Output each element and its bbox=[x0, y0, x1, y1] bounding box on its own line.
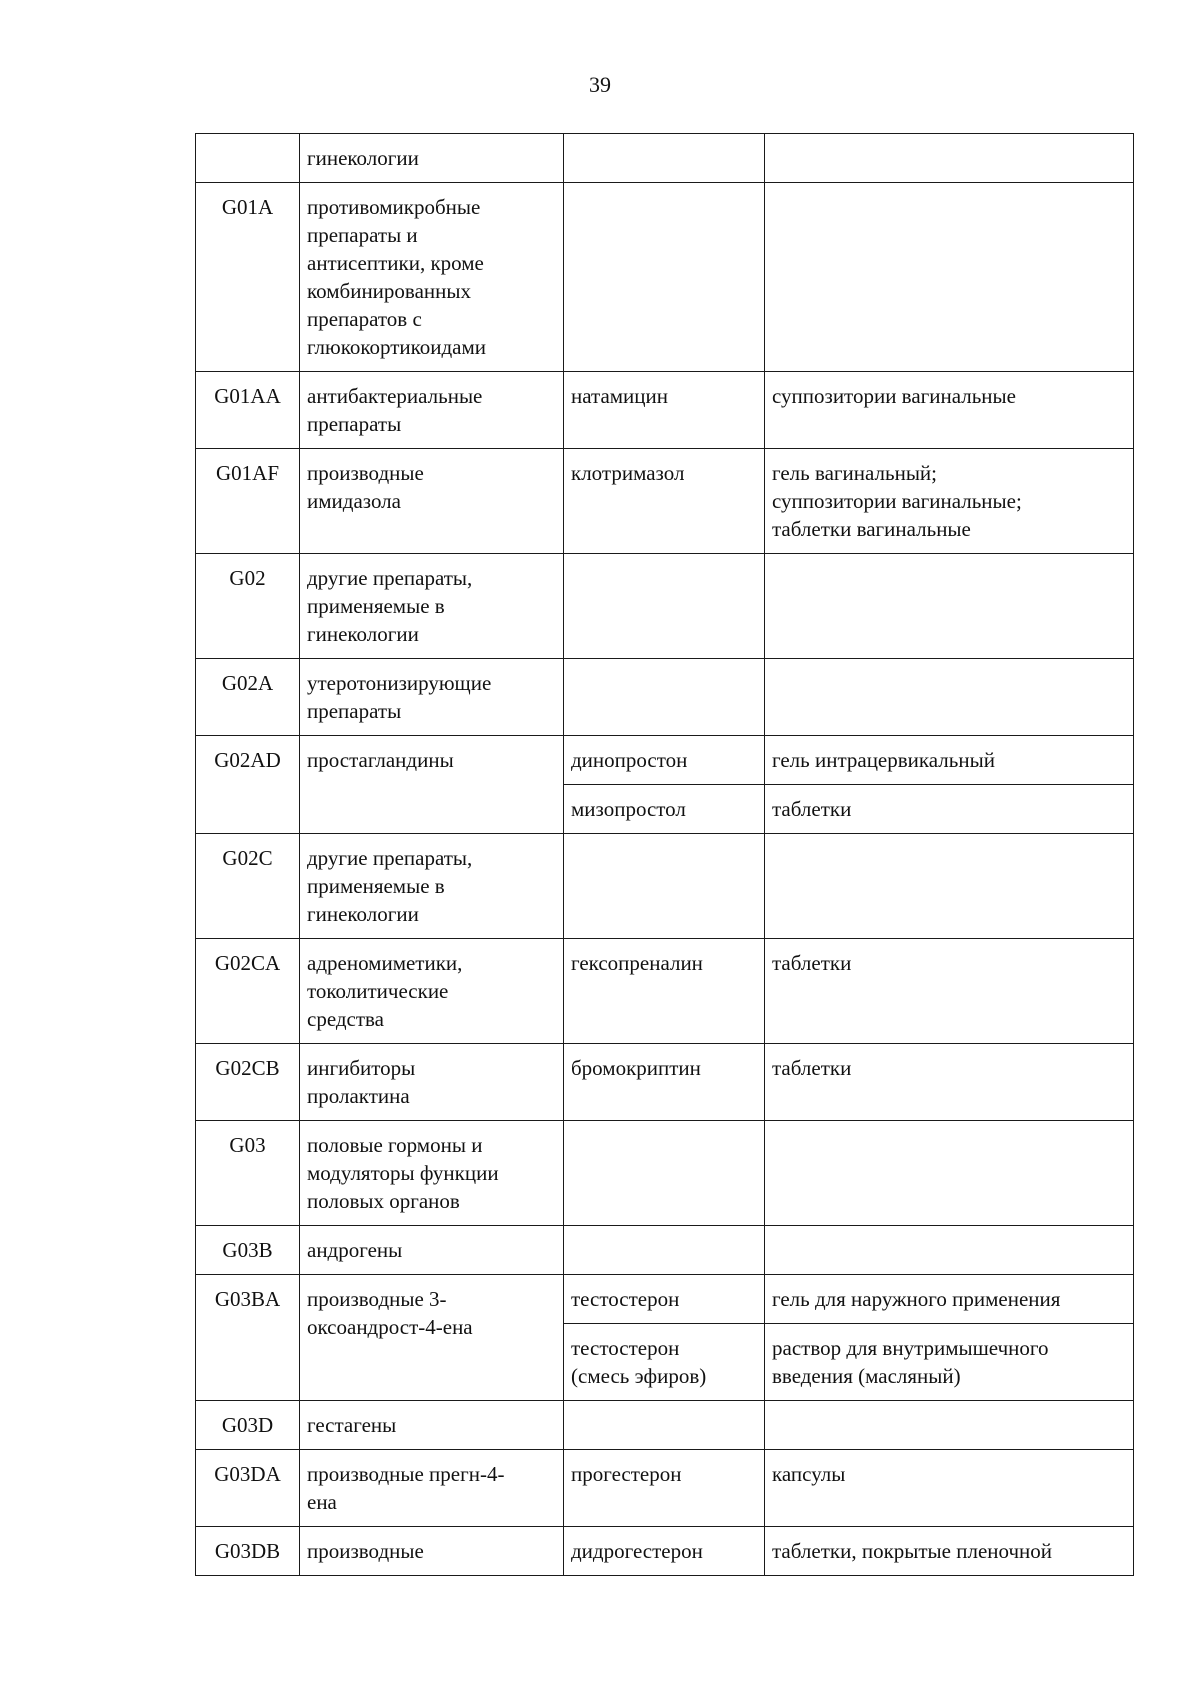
dosage-form-cell bbox=[765, 1401, 1134, 1450]
drug-name-cell bbox=[564, 1121, 765, 1226]
dosage-form-cell: таблетки bbox=[765, 939, 1134, 1044]
dosage-form-cell bbox=[765, 183, 1134, 372]
page-number: 39 bbox=[589, 72, 611, 97]
drug-name-cell: бромокриптин bbox=[564, 1044, 765, 1121]
dosage-form-cell: гель вагинальный; суппозитории вагинальные; таблетки вагинальные bbox=[765, 449, 1134, 554]
anatomical-therapeutic-group-cell: простагландины bbox=[300, 736, 564, 834]
dosage-form-cell: гель интрацервикальный bbox=[765, 736, 1134, 785]
dosage-form-cell bbox=[765, 1121, 1134, 1226]
drug-name-cell: натамицин bbox=[564, 372, 765, 449]
anatomical-therapeutic-group-cell: андрогены bbox=[300, 1226, 564, 1275]
anatomical-therapeutic-group-cell: адреномиметики, токолитические средства bbox=[300, 939, 564, 1044]
dosage-form-cell: гель для наружного применения bbox=[765, 1275, 1134, 1324]
dosage-form-cell bbox=[765, 134, 1134, 183]
atc-code-cell: G02A bbox=[196, 659, 300, 736]
table-row bbox=[196, 659, 1134, 736]
dosage-form-cell bbox=[765, 659, 1134, 736]
drug-classification-table bbox=[195, 133, 1134, 1576]
anatomical-therapeutic-group-cell: производные прегн-4- ена bbox=[300, 1450, 564, 1527]
drug-name-cell: дидрогестерон bbox=[564, 1527, 765, 1576]
anatomical-therapeutic-group-cell: антибактериальные препараты bbox=[300, 372, 564, 449]
atc-code-cell: G02C bbox=[196, 834, 300, 939]
atc-code-cell: G02AD bbox=[196, 736, 300, 834]
atc-code-cell: G03BA bbox=[196, 1275, 300, 1401]
drug-name-cell: мизопростол bbox=[564, 785, 765, 834]
anatomical-therapeutic-group-cell: противомикробные препараты и антисептики, кроме комбинированных препаратов с глюкокортикоидами bbox=[300, 183, 564, 372]
dosage-form-cell bbox=[765, 554, 1134, 659]
drug-name-cell: гексопреналин bbox=[564, 939, 765, 1044]
anatomical-therapeutic-group-cell: другие препараты, применяемые в гинекологии bbox=[300, 834, 564, 939]
table-row bbox=[196, 554, 1134, 659]
table-body bbox=[196, 134, 1134, 1576]
table-row bbox=[196, 183, 1134, 372]
drug-name-cell bbox=[564, 1226, 765, 1275]
dosage-form-cell bbox=[765, 1226, 1134, 1275]
table-row bbox=[196, 134, 1134, 183]
drug-name-cell bbox=[564, 183, 765, 372]
drug-name-cell bbox=[564, 659, 765, 736]
drug-name-cell: динопростон bbox=[564, 736, 765, 785]
table-row bbox=[196, 1401, 1134, 1450]
anatomical-therapeutic-group-cell: гестагены bbox=[300, 1401, 564, 1450]
drug-name-cell bbox=[564, 1401, 765, 1450]
anatomical-therapeutic-group-cell: производные 3- оксоандрост-4-ена bbox=[300, 1275, 564, 1401]
dosage-form-cell: таблетки bbox=[765, 785, 1134, 834]
dosage-form-cell: таблетки, покрытые пленочной bbox=[765, 1527, 1134, 1576]
table-row bbox=[196, 834, 1134, 939]
dosage-form-cell: таблетки bbox=[765, 1044, 1134, 1121]
atc-code-cell: G03DB bbox=[196, 1527, 300, 1576]
dosage-form-cell: суппозитории вагинальные bbox=[765, 372, 1134, 449]
table-row bbox=[196, 1121, 1134, 1226]
drug-name-cell: клотримазол bbox=[564, 449, 765, 554]
dosage-form-cell: раствор для внутримышечного введения (масляный) bbox=[765, 1324, 1134, 1401]
table-row bbox=[196, 372, 1134, 449]
anatomical-therapeutic-group-cell: другие препараты, применяемые в гинекологии bbox=[300, 554, 564, 659]
dosage-form-cell bbox=[765, 834, 1134, 939]
table-row bbox=[196, 449, 1134, 554]
drug-name-cell bbox=[564, 834, 765, 939]
table-row bbox=[196, 1527, 1134, 1576]
table-row bbox=[196, 1044, 1134, 1121]
anatomical-therapeutic-group-cell: ингибиторы пролактина bbox=[300, 1044, 564, 1121]
atc-code-cell: G01A bbox=[196, 183, 300, 372]
anatomical-therapeutic-group-cell: половые гормоны и модуляторы функции половых органов bbox=[300, 1121, 564, 1226]
anatomical-therapeutic-group-cell: производные имидазола bbox=[300, 449, 564, 554]
table-row bbox=[196, 939, 1134, 1044]
atc-code-cell: G01AF bbox=[196, 449, 300, 554]
drug-name-cell: тестостерон (смесь эфиров) bbox=[564, 1324, 765, 1401]
drug-name-cell bbox=[564, 554, 765, 659]
drug-name-cell: тестостерон bbox=[564, 1275, 765, 1324]
anatomical-therapeutic-group-cell: гинекологии bbox=[300, 134, 564, 183]
drug-name-cell bbox=[564, 134, 765, 183]
drug-name-cell: прогестерон bbox=[564, 1450, 765, 1527]
atc-code-cell: G02 bbox=[196, 554, 300, 659]
atc-code-cell: G02CB bbox=[196, 1044, 300, 1121]
table-row bbox=[196, 1226, 1134, 1275]
table-row bbox=[196, 1275, 1134, 1324]
atc-code-cell: G03D bbox=[196, 1401, 300, 1450]
atc-code-cell: G03B bbox=[196, 1226, 300, 1275]
dosage-form-cell: капсулы bbox=[765, 1450, 1134, 1527]
anatomical-therapeutic-group-cell: утеротонизирующие препараты bbox=[300, 659, 564, 736]
table-row bbox=[196, 1450, 1134, 1527]
atc-code-cell bbox=[196, 134, 300, 183]
anatomical-therapeutic-group-cell: производные bbox=[300, 1527, 564, 1576]
atc-code-cell: G03DA bbox=[196, 1450, 300, 1527]
atc-code-cell: G01AA bbox=[196, 372, 300, 449]
table-row bbox=[196, 736, 1134, 785]
atc-code-cell: G03 bbox=[196, 1121, 300, 1226]
atc-code-cell: G02CA bbox=[196, 939, 300, 1044]
